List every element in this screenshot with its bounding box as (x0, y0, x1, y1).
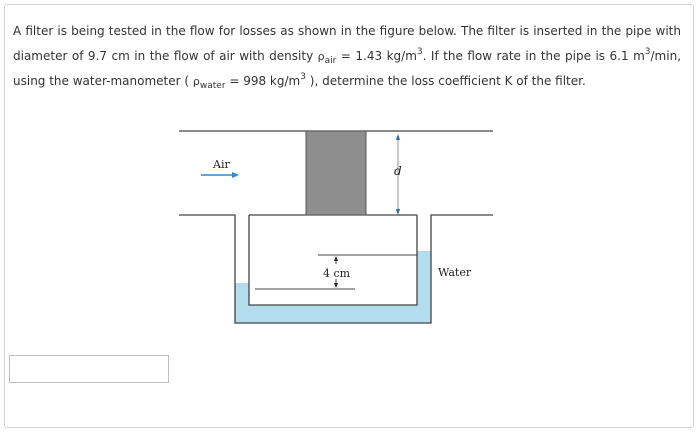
water-label: Water (438, 266, 472, 279)
filter-block (306, 131, 366, 215)
manometer-water (235, 251, 431, 323)
answer-input[interactable] (9, 355, 169, 383)
water-subscript: water (199, 81, 226, 91)
question-text-part: = 1.43 kg/m (336, 48, 417, 63)
manometer-inner-wall (249, 215, 417, 305)
air-label: Air (213, 158, 230, 171)
question-text-part: ), determine the loss coefficient K of the filter. (305, 74, 586, 88)
question-text-part: A filter is being tested in the flow for losses as shown in the figure below. The filter is inserted in the pipe with diameter of 9.7 cm in the flow of air with density (13, 24, 681, 63)
exponent: 3 (300, 72, 306, 82)
question-text-part: . If the flow rate in the pipe is 6.1 m (422, 48, 645, 63)
question-text-part: /min, using the water-manometer ( (13, 48, 682, 88)
d-label: d (394, 164, 402, 178)
exponent: 3 (416, 46, 423, 57)
filter-manometer-figure (173, 123, 503, 333)
rho-symbol: ρ (317, 49, 325, 63)
exponent: 3 (644, 46, 651, 57)
height-4cm-label: 4 cm (323, 267, 351, 280)
rho-symbol: ρ (192, 75, 200, 88)
air-subscript: air (324, 55, 337, 66)
question-text (13, 19, 681, 95)
question-text-part: = 998 kg/m (225, 74, 301, 88)
air-flow-arrow-icon (201, 172, 239, 178)
